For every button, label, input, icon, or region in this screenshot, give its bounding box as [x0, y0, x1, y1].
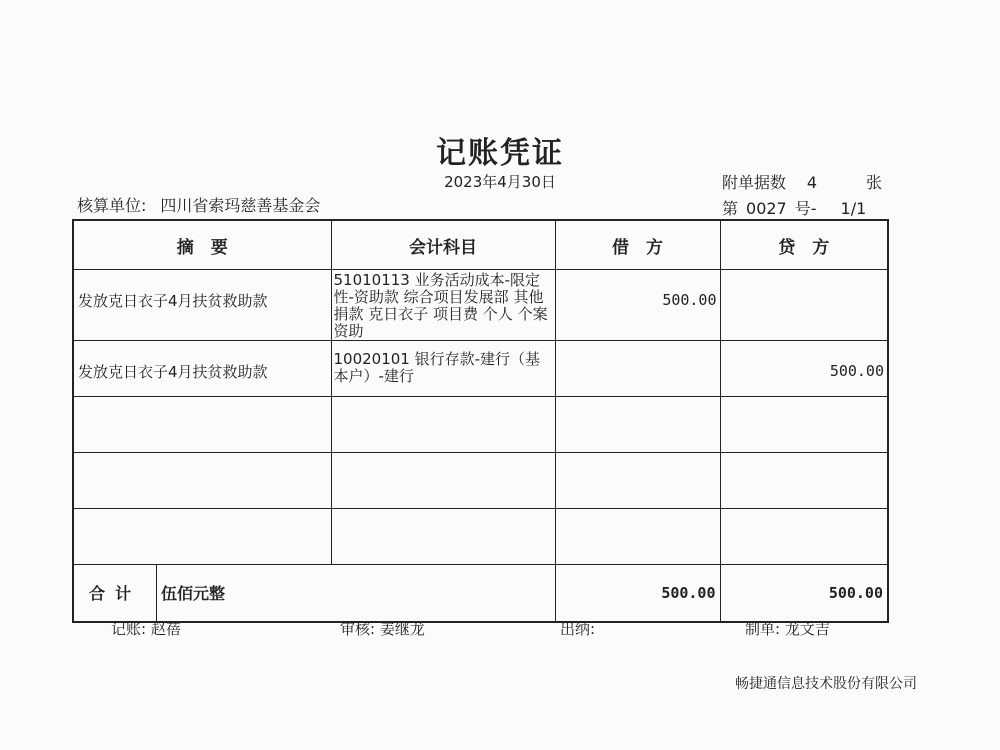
table-row: [73, 341, 888, 397]
header-row: [73, 220, 888, 270]
total-cell: [73, 565, 555, 622]
row-summary: [73, 509, 331, 565]
table-row: [73, 453, 888, 509]
header-summary: 摘 要: [73, 220, 331, 270]
row-account: 10020101 银行存款-建行（基本户）-建行: [331, 341, 555, 397]
reviewer-signature: [340, 618, 425, 639]
row-debit: [555, 509, 720, 565]
preparer-label: 制单:: [745, 620, 781, 638]
accounting-unit: [77, 193, 320, 216]
header-credit: 贷 方: [720, 220, 888, 270]
total-amount-words: 伍佰元整: [161, 584, 226, 604]
preparer-signature: [745, 618, 830, 639]
reviewer-name: 姜继龙: [379, 620, 425, 638]
row-summary: 发放克日衣子4月扶贫救助款: [73, 341, 331, 397]
reviewer-label: 审核:: [340, 620, 376, 638]
attach-count-value: 4: [806, 173, 818, 192]
unit-name: 四川省索玛慈善基金会: [160, 196, 321, 215]
row-debit: [555, 397, 720, 453]
total-debit: 500.00: [555, 565, 720, 622]
total-row: [73, 565, 888, 622]
row-credit: [720, 509, 888, 565]
voucher-no-value: 0027: [746, 199, 787, 218]
software-company: 畅捷通信息技术股份有限公司: [735, 676, 917, 692]
attach-label: 附单据数: [722, 173, 787, 192]
row-credit: [720, 270, 888, 341]
row-account: [331, 509, 555, 565]
bookkeeper-name: 赵蓓: [150, 620, 181, 638]
table-row: [73, 509, 888, 565]
row-account: [331, 397, 555, 453]
row-account: 51010113 业务活动成本-限定性-资助款 综合项目发展部 其他捐款 克日衣子 项目费 个人 个案资助: [331, 270, 555, 341]
voucher-number: [722, 196, 866, 219]
table-row: [73, 397, 888, 453]
bookkeeper-signature: [111, 618, 181, 639]
attach-unit: 张: [866, 173, 883, 192]
row-credit: [720, 397, 888, 453]
row-credit: [720, 453, 888, 509]
table-row: [73, 270, 888, 341]
header-account: 会计科目: [331, 220, 555, 270]
row-account: [331, 453, 555, 509]
header-debit: 借 方: [555, 220, 720, 270]
total-label: 合计: [74, 565, 157, 621]
voucher-title: 记账凭证: [436, 136, 564, 171]
voucher-suffix: 号-: [794, 199, 817, 218]
cashier-signature: [560, 618, 595, 639]
voucher-page-of: 1/1: [840, 199, 867, 218]
row-summary: [73, 453, 331, 509]
voucher-table: [72, 219, 889, 623]
bookkeeper-label: 记账:: [111, 620, 147, 638]
attachment-count: [722, 170, 882, 193]
row-debit: [555, 453, 720, 509]
row-summary: [73, 397, 331, 453]
cashier-label: 出纳:: [560, 620, 596, 638]
row-credit: 500.00: [720, 341, 888, 397]
row-debit: 500.00: [555, 270, 720, 341]
voucher-date: 2023年4月30日: [444, 173, 556, 191]
preparer-name: 龙文吉: [784, 620, 830, 638]
row-debit: [555, 341, 720, 397]
voucher-prefix: 第: [722, 199, 739, 218]
total-credit: 500.00: [720, 565, 888, 622]
unit-label: 核算单位:: [77, 196, 147, 215]
row-summary: 发放克日衣子4月扶贫救助款: [73, 270, 331, 341]
